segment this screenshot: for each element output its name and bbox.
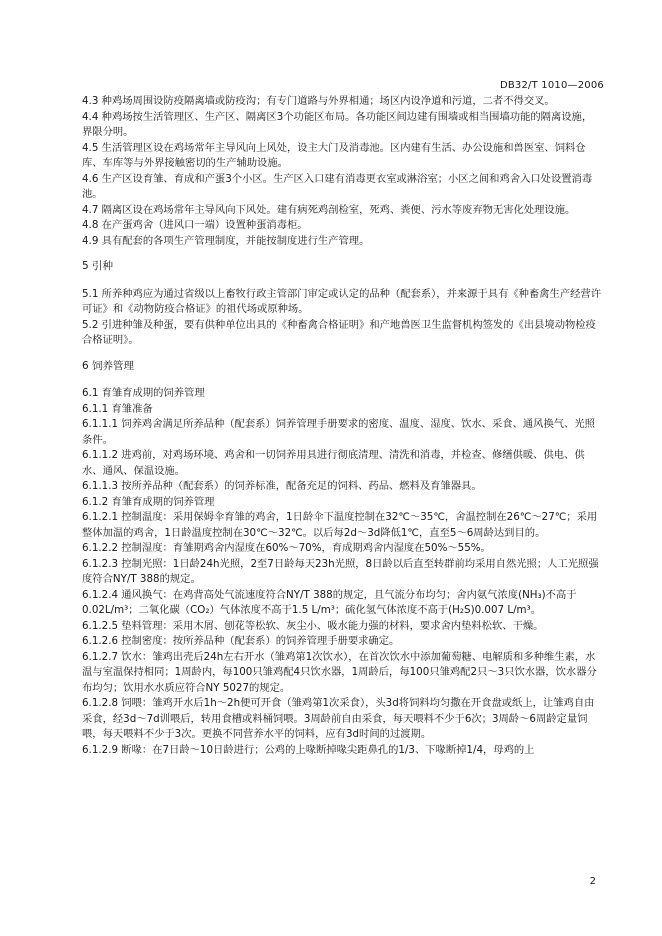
clause-4-6: 4.6 生产区设育雏、育成和产蛋3个小区。生产区入口建有消毒更衣室或淋浴室；小区之间和鸡舍入口处设置消毒池。	[82, 172, 593, 200]
section-heading-6: 6 饲养管理	[82, 359, 135, 372]
clause-4-9: 4.9 具有配套的各项生产管理制度，并能按制度进行生产管理。	[82, 234, 370, 247]
document-body	[82, 94, 602, 758]
clause-6-1-2-6: 6.1.2.6 控制密度：按所养品种（配套系）的饲养管理手册要求确定。	[82, 635, 400, 647]
clause-6-1-1-2: 6.1.1.2 进鸡前，对鸡场环境、鸡舍和一切饲养用具进行彻底清理、清洗和消毒，并检查、修缮供暖、供电、供水、通风、保温设施。	[82, 449, 585, 477]
document-code: DB32/T 1010—2006	[499, 80, 604, 91]
clause-4-8: 4.8 在产蛋鸡舍（进风口一端）设置种蛋消毒柜。	[82, 219, 308, 231]
clause-6-1-1: 6.1.1 育雏准备	[82, 402, 153, 415]
clause-5-2: 5.2 引进种雏及种蛋，要有供种单位出具的《种畜禽合格证明》和产地兽医卫生监督机构签发的《出县境动物检疫合格证明》。	[82, 318, 596, 346]
clause-6-1-2-9: 6.1.2.9 断喙：在7日龄～10日龄进行；公鸡的上喙断掉喙尖距鼻孔的1/3、下喙断掉1/4，母鸡的上	[82, 743, 535, 756]
clause-4-5: 4.5 生活管理区设在鸡场常年主导风向上风处，设主大门及消毒池。区内建有生活、办公设施和兽医室、饲料仓库、车库等与外界接触密切的生产辅助设施。	[82, 141, 586, 169]
page-number: 2	[589, 876, 596, 887]
clause-6-1: 6.1 育雏育成期的饲养管理	[82, 387, 205, 399]
section-heading-5: 5 引种	[82, 260, 114, 272]
clause-5-1: 5.1 所养种鸡应为通过省级以上畜牧行政主管部门审定或认定的品种（配套系），并来源于具有《种畜禽生产经营许可证》和《动物防疫合格证》的祖代场或原种场。	[82, 287, 602, 315]
clause-6-1-1-1: 6.1.1.1 饲养鸡舍满足所养品种（配套系）饲养管理手册要求的密度、温度、湿度、饮水、采食、通风换气、光照条件。	[82, 418, 595, 446]
clause-6-1-2-2: 6.1.2.2 控制湿度：育雏期鸡舍内湿度在60%～70%，育成期鸡舍内湿度在50%～55%。	[82, 542, 491, 554]
clause-6-1-2-7: 6.1.2.7 饮水：雏鸡出壳后24h左右开水（雏鸡第1次饮水），在首次饮水中添加葡萄糖、电解质和多种维生素，水温与室温保持相同；1周龄内，每100只雏鸡配4只饮水器，1周龄后，每100只雏鸡配2只～3只饮水器，饮水器分布均匀；饮用水水质应符合NY 5027的规定。	[82, 650, 597, 694]
clause-4-7: 4.7 隔离区设在鸡场常年主导风向下风处。建有病死鸡剖检室，死鸡、粪便、污水等废弃物无害化处理设施。	[82, 203, 576, 216]
clause-4-4: 4.4 种鸡场按生活管理区、生产区、隔离区3个功能区布局。各功能区间边建有围墙或相当围墙功能的隔离设施，界限分明。	[82, 110, 593, 138]
clause-4-3: 4.3 种鸡场周围设防疫隔离墙或防疫沟；有专门道路与外界相通；场区内设净道和污道，二者不得交叉。	[82, 95, 555, 107]
clause-6-1-2: 6.1.2 育雏育成期的饲养管理	[82, 495, 215, 508]
clause-6-1-2-1: 6.1.2.1 控制温度：采用保姆伞育雏的鸡舍，1日龄伞下温度控制在32℃～35℃，舍温控制在26℃～27℃；采用整体加温的鸡舍，1日龄温度控制在30℃～32℃。以后每2d～3d降低1℃，直至5～6周龄达到目的。	[82, 511, 598, 539]
clause-6-1-1-3: 6.1.1.3 按所养品种（配套系）的饲养标准，配备充足的饲料、药品、燃料及育雏器具。	[82, 480, 482, 492]
clause-6-1-2-4: 6.1.2.4 通风换气：在鸡背高处气流速度符合NY/T 388的规定，且气流分布均匀；舍内氨气浓度(NH₃)不高于0.02L/m³；二氧化碳（CO₂）气体浓度不高于1.5 L/m³；硫化氢气体浓度不高于(H₂S)0.007 L/m³。	[82, 588, 577, 616]
clause-6-1-2-3: 6.1.2.3 控制光照：1日龄24h光照，2至7日龄每天23h光照，8日龄以后直至转群前均采用自然光照；人工光照强度符合NY/T 388的规定。	[82, 557, 599, 585]
clause-6-1-2-8: 6.1.2.8 饲喂：雏鸡开水后1h～2h便可开食（雏鸡第1次采食），头3d将饲料均匀撒在开食盘或纸上，让雏鸡自由采食，经3d～7d训喂后，转用食槽或料桶饲喂。3周龄前自由采食，每天喂料不少于6次；3周龄～6周龄定量饲喂，每天喂料不少于3次。更换不同营养水平的饲料，应有3d时间的过渡期。	[82, 697, 595, 740]
clause-6-1-2-5: 6.1.2.5 垫料管理：采用木屑、刨花等松软、灰尘小、吸水能力强的材料，要求舍内垫料松软、干燥。	[82, 619, 544, 632]
